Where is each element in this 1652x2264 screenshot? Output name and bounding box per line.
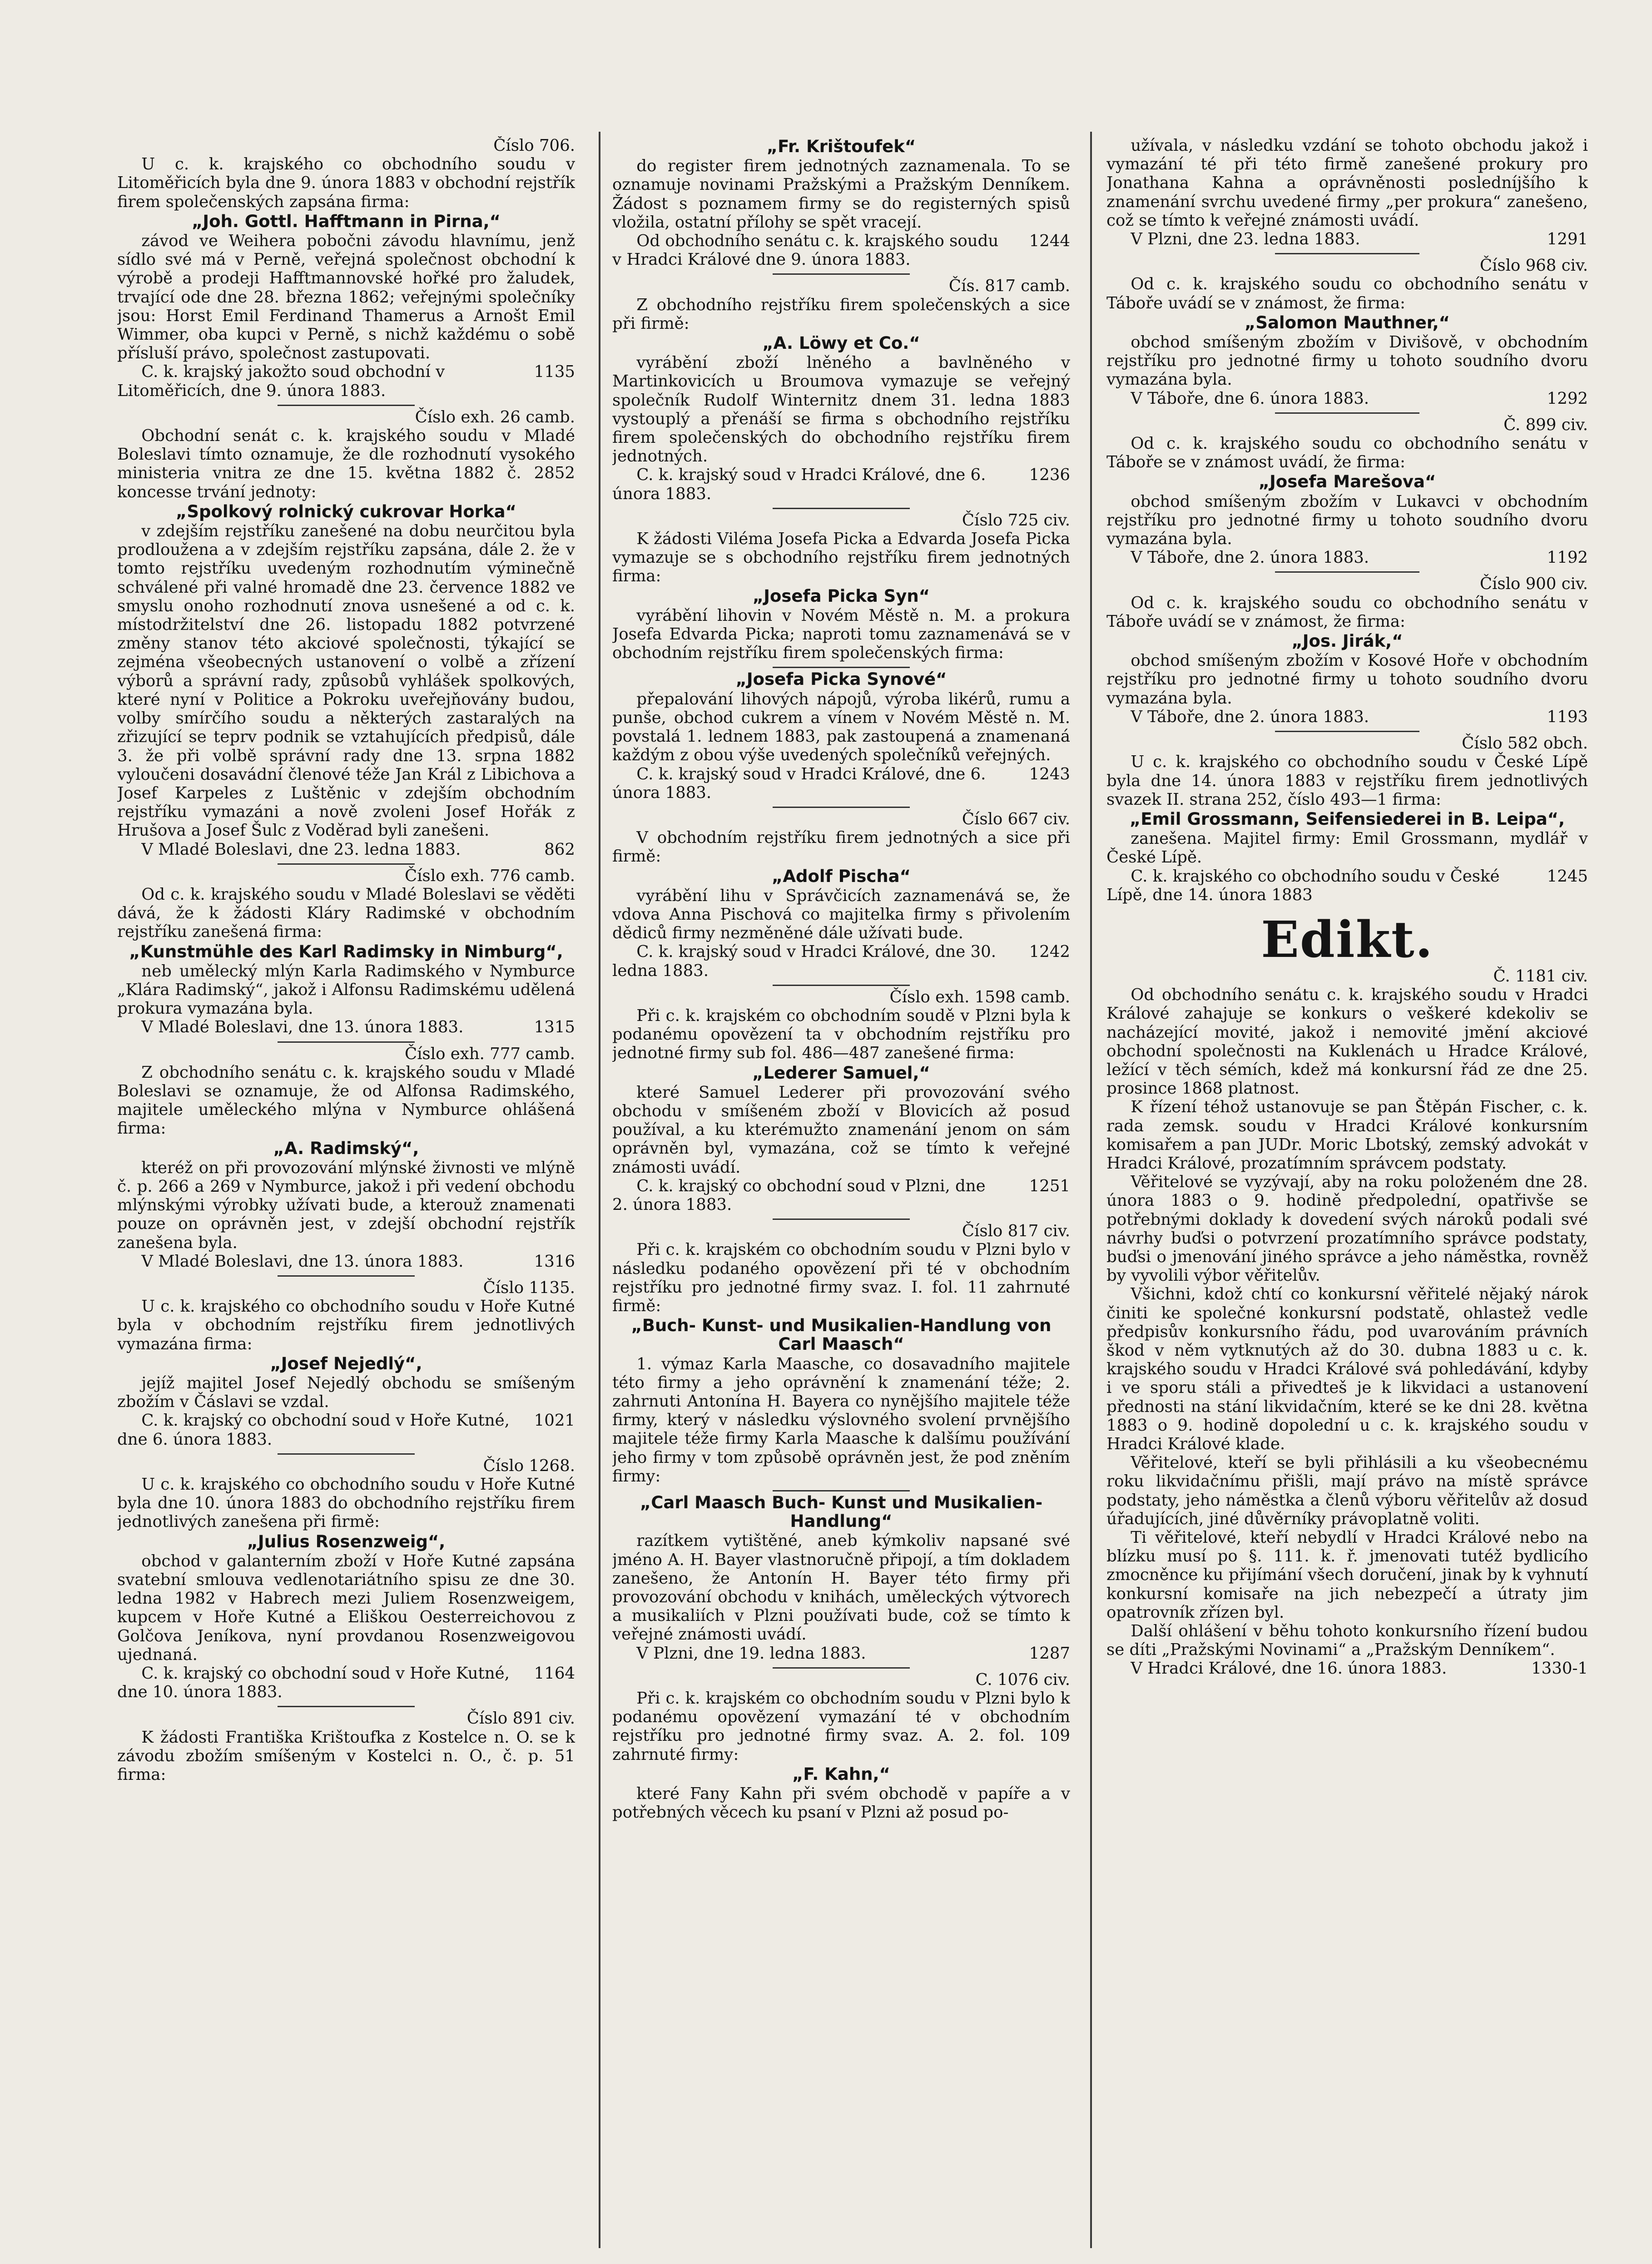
notice-body: neb umělecký mlýn Karla Radimského v Nymburce „Klára Radimský“, jakož i Alfonsu Radimskému udělená prokura vymazána byla.: [117, 961, 575, 1018]
notice-body: přepalování lihových nápojů, výroba likérů, rumu a punše, obchod cukrem a vínem v Novém Městě n. M. povstalá 1. lednem 1883, pak zastoupená a znamenaná každým z obou výše uvedených společníků veřejných.: [612, 689, 1070, 765]
notice-body: vyrábění zboží lněného a bavlněného v Martinkovicích u Broumova vymazuje se veřejný společník Rudolf Winternitz dnem 31. ledna 1883 vystouplý a přenáší se firma s obchodního rejstříku firem společenských do obchodního rejstříku firem jednotných.: [612, 353, 1070, 466]
notice-place: V Mladé Boleslavi, dne 23. ledna 1883.: [141, 840, 461, 859]
notice-place: V Táboře, dne 2. února 1883.: [1131, 707, 1369, 726]
notice-number: Číslo exh. 26 camb.: [415, 407, 575, 426]
notice-id: 1245: [1547, 867, 1588, 886]
notice-separator: [278, 405, 415, 406]
notice-place: C. k. krajský co obchodní soud v Hoře Kutné, dne 6. února 1883.: [117, 1411, 510, 1449]
notice: [1106, 136, 1588, 254]
notice-id: 1292: [1547, 389, 1588, 408]
notice-place: C. k. krajský soud v Hradci Králové, dne 6. února 1883.: [612, 466, 986, 503]
notice: [1106, 575, 1588, 732]
notice-separator: [773, 1219, 910, 1220]
column-rule: [599, 132, 600, 2248]
notice-separator: [278, 1041, 415, 1043]
edikt-id: 1330-1: [1531, 1659, 1588, 1678]
edikt-signature: [1106, 1659, 1588, 1678]
notice-signature: [1106, 548, 1588, 567]
notice-id: 862: [544, 840, 575, 859]
notice-place: V Táboře, dne 2. února 1883.: [1131, 548, 1369, 567]
notice-separator: [773, 1667, 910, 1669]
notice-separator: [773, 985, 910, 986]
notice-separator: [773, 273, 910, 275]
firm-name: „Salomon Mauthner,“: [1244, 312, 1450, 332]
notice-separator: [278, 1453, 415, 1455]
notice: [612, 277, 1070, 509]
notice: [612, 1670, 1070, 1822]
notice-signature: [1106, 230, 1588, 248]
notice-separator: [773, 1490, 910, 1491]
column-rule: [1090, 132, 1092, 2248]
firm-name: „Josef Nejedlý“,: [270, 1353, 422, 1373]
notice-body: obchod smíšeným zbožím v Divišově, v obchodním rejstříku pro jednotné firmy u tohoto soudního dvoru vymazána byla.: [1106, 333, 1588, 389]
notice-intro: Obchodní senát c. k. krajského soudu v Mladé Boleslavi tímto oznamuje, že dle rozhodnutí vysokého ministeria vnitra ze dne 15. května 1882 č. 2852 koncesse trvání jednoty:: [117, 426, 575, 501]
notice-signature: [117, 1252, 575, 1271]
notice-place: C. k. krajský soud v Hradci Králové, dne 6. února 1883.: [612, 764, 986, 802]
notice-id: 1244: [1029, 232, 1070, 251]
firm-name: „A. Löwy et Co.“: [762, 333, 920, 353]
notice: [612, 137, 1070, 275]
notice-signature: [612, 765, 1070, 802]
notice-separator: [773, 807, 910, 808]
notice-signature: [612, 942, 1070, 980]
notice-id: 1315: [534, 1018, 575, 1037]
firm-name: „Adolf Pischa“: [772, 866, 911, 886]
notice-place: C. k. krajský co obchodní soud v Plzni, dne 2. února 1883.: [612, 1176, 986, 1214]
notice-id: 1236: [1029, 466, 1070, 485]
notice-number: Číslo exh. 1598 camb.: [889, 987, 1070, 1006]
firm-name: „Josefa Picka Synové“: [735, 669, 947, 689]
notice: [612, 670, 1070, 808]
notice-number: Číslo 891 civ.: [466, 1709, 575, 1728]
firm-name: „Spolkový rolnický cukrovar Horka“: [176, 501, 516, 521]
notice: [117, 1709, 575, 1784]
notice-intro: Od c. k. krajského soudu co obchodního senátu v Táboře se v známost uvádí, že firma:: [1106, 434, 1588, 472]
notice-signature: [117, 1664, 575, 1701]
notice: [612, 511, 1070, 669]
notice: [1106, 256, 1588, 414]
notice-intro: Při c. k. krajském co obchodním soudu v Plzni bylo v následku podaného opovězení při té v obchodním rejstříku pro jednotné firmy svaz. I. fol. 11 zahrnuté firmě:: [612, 1240, 1070, 1315]
notice-place: V Táboře, dne 6. února 1883.: [1131, 389, 1369, 408]
notice-number: Čís. 817 camb.: [948, 277, 1070, 296]
notice-id: 1287: [1029, 1644, 1070, 1663]
notice-id: 1193: [1547, 707, 1588, 726]
notice-intro: Od c. k. krajského soudu co obchodního senátu v Táboře uvádí se v známost, že firma:: [1106, 275, 1588, 312]
notice: [117, 1278, 575, 1455]
notice-signature: [612, 1177, 1070, 1214]
notice-intro: U c. k. krajského co obchodního soudu v České Lípě byla dne 14. února 1883 v rejstříku firem jednotlivých svazek II. strana 252, číslo 493—1 firma:: [1106, 753, 1588, 809]
edikt-paragraph: Další ohlášení v běhu tohoto konkursního řízení budou se díti „Pražskými Novinami“ a „Pražským Denníkem“.: [1106, 1622, 1588, 1660]
notice-number: Číslo exh. 777 camb.: [405, 1044, 575, 1063]
notice-body: vyrábění lihu v Správčicích zaznamenává se, že vdova Anna Pischová co majitelka firmy s přivolením dědiců firmy nezměněné dále užívati bude.: [612, 886, 1070, 943]
notice-intro: Z obchodního rejstříku firem společenských a sice při firmě:: [612, 295, 1070, 333]
notice-body: v zdejším rejstříku zanešené na dobu neurčitou byla prodloužena a v zdejším rejstříku zapsána, dále 2. že v tomto rejstříku uvedeným rozhodnutím výminečně schválené při valné hromadě dne 23. července 1882 ve smyslu onoho rozhodnutí znova usnešené a od c. k. místodržitelství dne 26. listopadu 1882 potvrzené změny stanov této akciové společnosti, týkající se zejména všeobecných ustanovení o volbě a zřízení výborů a správní rady, způsobů vyhlášek spolkových, které nyní v Politice a Pokroku uveřejňovány budou, volby smírčího soudu a některých zastaralých na zřizující se teprv podnik se vztahujících předpisů, dále 3. že při volbě správní rady dne 13. srpna 1882 vyloučeni dosavádní členové téže Jan Král z Libichova a Josef Karpeles z Luštěnic v zdejším obchodním rejstříku vymazáni a nově zvoleni Josef Hořák z Hrušova a Josef Šulc z Voděrad byli zanešeni.: [117, 522, 575, 840]
notice-place: Od obchodního senátu c. k. krajského soudu v Hradci Králové dne 9. února 1883.: [612, 232, 999, 269]
notice-place: V Plzni, dne 19. ledna 1883.: [636, 1644, 866, 1663]
notice-body: vyrábění lihovin v Novém Městě n. M. a prokura Josefa Edvarda Picka; naproti tomu zaznamenává se v obchodním rejstříku firem společenských firma:: [612, 606, 1070, 663]
notice-signature: [1106, 389, 1588, 408]
notice-intro: Od c. k. krajského soudu v Mladé Boleslavi se věděti dává, že k žádosti Kláry Radimské v obchodním rejstříku zanešená firma:: [117, 885, 575, 941]
notice-body: obchod smíšeným zbožím v Lukavci v obchodním rejstříku pro jednotné firmy u tohoto soudního dvoru vymazána byla.: [1106, 492, 1588, 549]
notice-separator: [1275, 412, 1419, 414]
edikt-title: Edikt.: [1261, 910, 1434, 969]
notice-intro: K žádosti Viléma Josefa Picka a Edvarda Josefa Picka vymazuje se s obchodního rejstříku firem jednotných firma:: [612, 530, 1070, 586]
edikt-paragraph: Od obchodního senátu c. k. krajského soudu v Hradci Králové zahajuje se konkurs o veškeré kdekoliv se nacházející movité, jakož i nemovité jmění akciové obchodní společnosti na Kuklenách u Hradce Králové, ležící v těch sémích, kdež má konkursní řád ze dne 25. prosince 1868 platnost.: [1106, 986, 1588, 1098]
notice-body: které Fany Kahn při svém obchodě v papíře a v potřebných věcech ku psaní v Plzni až posud po-: [612, 1784, 1070, 1822]
notice-intro: U c. k. krajského co obchodního soudu v Hoře Kutné byla dne 10. února 1883 do obchodního rejstříku firem jednotlivých zanešena při firmě:: [117, 1475, 575, 1531]
notice-number: Č. 899 civ.: [1503, 415, 1588, 434]
notice-separator: [278, 1706, 415, 1707]
notice-id: 1243: [1029, 764, 1070, 783]
firm-name: „A. Radimský“,: [273, 1138, 419, 1158]
notice-intro: U c. k. krajského co obchodního soudu v Litoměřicích byla dne 9. února 1883 v obchodní rejstřík firem společenských zapsána firma:: [117, 155, 575, 211]
notice: [612, 1493, 1070, 1669]
notice-signature: [612, 466, 1070, 503]
notice-number: Číslo 1135.: [483, 1278, 575, 1297]
notice-body: 1. výmaz Karla Maasche, co dosavadního majitele této firmy a jeho oprávnění k znamenání téže; 2. zahrnuti Antonína H. Bayera co nynějšího majitele téže firmy, který v následku výslovného svolení prvnějšího majitele téže firmy Karla Maasche k dalšímu používání jeho firmy v tom způsobě oprávněn jest, že pod zněním firmy:: [612, 1354, 1070, 1486]
notice-number: Číslo 582 obch.: [1462, 734, 1588, 753]
firm-name: „Fr. Krištoufek“: [766, 137, 916, 156]
edikt-body: [1106, 986, 1588, 1659]
notice-place: C. k. krajského co obchodního soudu v České Lípě, dne 14. února 1883: [1106, 867, 1500, 904]
notice-body: jejíž majitel Josef Nejedlý obchodu se smíšeným zbožím v Čáslavi se vzdal.: [117, 1374, 575, 1412]
notice-signature: [117, 1018, 575, 1036]
firm-name: „Lederer Samuel,“: [752, 1063, 930, 1083]
column-1: [117, 136, 575, 2244]
notice: [612, 810, 1070, 986]
notice-body: razítkem vytištěné, aneb kýmkoliv napsané své jméno A. H. Bayer vlastnoručně připojí, a tím dokladem zanešeno, že Antonín H. Bayer této firmy při provozování obchodu v knihách, uměleckých výtvorech a musikaliích v Plzni používati bude, což se tímto k veřejné známosti uvádí.: [612, 1531, 1070, 1644]
notice-intro: U c. k. krajského co obchodního soudu v Hoře Kutné byla v obchodním rejstříku firem jednotlivých vymazána firma:: [117, 1297, 575, 1353]
notice-body: užívala, v následku vzdání se tohoto obchodu jakož i vymazání té při této firmě zanešené prokury pro Jonathana Kahna a oprávněnosti posledníjšího k znamenání svrchu uvedené firmy „per prokura“ zanešeno, což se tímto k veřejné známosti uvádí.: [1106, 136, 1588, 230]
edikt-paragraph: Všichni, kdož chtí co konkursní věřitelé nějaký nárok činiti ke společné konkursní podstatě, ohlastež vedle předpisův konkursního řádu, pod uvarováním právních škod v něm vytknutých až do 30. dubna 1883 u c. k. krajského soudu v Hradci Králové svá pohledávání, kdyby i ve sporu stáli a přivedteš je k likvidaci a ustanovení přednosti na stání likvidačním, které se ke dni 28. května 1883 o 9. hodině dopolední u c. k. krajského soudu v Hradci Králové klade.: [1106, 1285, 1588, 1453]
firm-name: „Joh. Gottl. Hafftmann in Pirna,“: [192, 211, 501, 231]
notice-intro: Z obchodního senátu c. k. krajského soudu v Mladé Boleslavi se oznamuje, že od Alfonsa Radimského, majitele uměleckého mlýna v Nymburce ohlášená firma:: [117, 1063, 575, 1138]
notice-number: Číslo 1268.: [483, 1456, 575, 1475]
firm-name: „Emil Grossmann, Seifensiederei in B. Leipa“,: [1129, 809, 1565, 829]
notice-body: zanešena. Majitel firmy: Emil Grossmann, mydlář v České Lípě.: [1106, 829, 1588, 867]
notice-place: V Mladé Boleslavi, dne 13. února 1883.: [141, 1252, 464, 1271]
notice: [1106, 416, 1588, 573]
notice-signature: [1106, 708, 1588, 726]
notice-id: 1291: [1547, 230, 1588, 249]
notice-signature: [117, 1411, 575, 1448]
notice-id: 1251: [1029, 1176, 1070, 1195]
firm-name: „Julius Rosenzweig“,: [247, 1531, 446, 1551]
notice-number: C. 1076 civ.: [975, 1670, 1070, 1689]
notice-id: 1242: [1029, 942, 1070, 961]
firm-name: „F. Kahn,“: [792, 1764, 890, 1784]
edikt-number: Č. 1181 civ.: [1493, 966, 1588, 986]
notice-intro: Při c. k. krajském co obchodním soudě v Plzni byla k podanému opovězení ta v obchodním rejstříku pro jednotné firmy sub fol. 486—487 zanešené firma:: [612, 1006, 1070, 1063]
firm-name: „Buch- Kunst- und Musikalien-Handlung von Carl Maasch“: [631, 1316, 1052, 1354]
notice: [117, 136, 575, 406]
notice-intro: K žádosti Františka Krištoufka z Kostelce n. O. se k závodu zbožím smíšeným v Kostelci n. O., č. p. 51 firma:: [117, 1728, 575, 1784]
notice-number: Číslo 900 civ.: [1479, 575, 1588, 594]
edikt-paragraph: Ti věřitelové, kteří nebydlí v Hradci Králové nebo na blízku musí po §. 111. k. ř. jmenovati tutéž bydlicího zmocněnce ku přijímání všech doručení, jinak by k vyhnutí konkursní komisaře na jich nebezpečí a útraty jim opatrovník zřízen byl.: [1106, 1528, 1588, 1622]
notice: [612, 1222, 1070, 1491]
notice-place: C. k. krajský jakožto soud obchodní v Litoměřicích, dne 9. února 1883.: [117, 362, 445, 400]
notice-body: obchod v galanterním zboží v Hoře Kutné zapsána svatební smlouva vedlenotariátního spisu ze dne 30. ledna 1982 v Habrech mezi Juliem Rosenzweigem, kupcem v Hoře Kutné a Eliškou Oesterreichovou z Golčova Jeníkova, nyní provdanou Rosenzweigovou ujednaná.: [117, 1551, 575, 1664]
notice-separator: [1275, 253, 1419, 254]
firm-name: „Josefa Marešova“: [1258, 472, 1436, 492]
notice-signature: [612, 1644, 1070, 1663]
edikt-paragraph: Věřitelové, kteří se byli přihlásili a ku všeobecnému roku likvidačnímu přišli, mají právo na místě správce podstaty, jeho náměstka a členů výboru věřitelův až dosud úřadujících, jiné důvěrníky právoplatně voliti.: [1106, 1453, 1588, 1528]
firm-name: „Jos. Jirák,“: [1291, 631, 1403, 651]
edikt-paragraph: K řízení téhož ustanovuje se pan Štěpán Fischer, c. k. rada zemsk. soudu v Hradci Králové konkursním komisařem a pan JUDr. Moric Lbotský, zemský advokát v Hradci Králové, prozatímním správcem podstaty.: [1106, 1098, 1588, 1173]
edikt-paragraph: Věřitelové se vyzývají, aby na roku položeném dne 28. února 1883 o 9. hodině předpolední, opatřivše se potřebnými doklady k dovedení svých nároků podali své návrhy buďsi o potvrzení prozatímního správce podstaty, buďsi o jmenování jiného správce a jeho náměstka, rovněž by vyvolili výbor věřitelův.: [1106, 1173, 1588, 1285]
notice-id: 1192: [1547, 548, 1588, 567]
notice-separator: [773, 667, 910, 668]
notice-id: 1021: [534, 1411, 575, 1430]
notice-id: 1164: [534, 1664, 575, 1683]
column-3-notices: [1106, 136, 1588, 904]
notice-id: 1135: [534, 362, 575, 381]
notice-intro: Při c. k. krajském co obchodním soudu v Plzni bylo k podanému opovězení vymazání té v obchodním rejstříku pro jednotné firmy svaz. A. 2. fol. 109 zahrnuté firmy:: [612, 1689, 1070, 1764]
notice-signature: [1106, 867, 1588, 904]
notice-body: do register firem jednotných zaznamenala. To se oznamuje novinami Pražskými a Pražským Denníkem. Žádost s poznamem firmy se do registerných spisů vložila, ostatní přílohy se spět vracejí.: [612, 157, 1070, 232]
firm-name: „Kunstmühle des Karl Radimsky in Nimburg“,: [129, 941, 563, 961]
notice-number: Číslo 706.: [493, 136, 575, 155]
notice-body: které Samuel Lederer při provozování svého obchodu v smíšeném zboží v Blovicích až posud používal, a ku kterémužto znamenání jenom on sám oprávněn byl, vymazána, což se tímto k veřejné známosti uvádí.: [612, 1083, 1070, 1177]
notice-signature: [117, 362, 575, 400]
notice-number: Číslo 667 civ.: [962, 809, 1070, 828]
notice-number: Číslo 817 civ.: [962, 1222, 1070, 1241]
notice: [117, 867, 575, 1043]
notice-body: kteréž on při provozování mlýnské živnosti ve mlýně č. p. 266 a 269 v Nymburce, jakož i při vedení obchodu mlýnskými výrobky užívati bude, a kterouž znamenati pouze on oprávněn jest, v zdejší obchodní rejstřík zanešena byla.: [117, 1158, 575, 1252]
notice-intro: Od c. k. krajského soudu co obchodního senátu v Táboře uvádí se v známost, že firma:: [1106, 593, 1588, 631]
column-2: [612, 136, 1070, 2244]
notice-body: obchod smíšeným zbožím v Kosové Hoře v obchodním rejstříku pro jednotné firmy u tohoto soudního dvoru vymazána byla.: [1106, 651, 1588, 708]
firm-name: „Carl Maasch Buch- Kunst und Musikalien-Handlung“: [640, 1493, 1043, 1531]
notice-number: Číslo 725 civ.: [962, 510, 1070, 530]
notice: [1106, 734, 1588, 904]
firm-name: „Josefa Picka Syn“: [752, 586, 930, 606]
notice-signature: [612, 232, 1070, 269]
edikt-place: V Hradci Králové, dne 16. února 1883.: [1131, 1659, 1447, 1678]
notice-separator: [1275, 731, 1419, 732]
notice-place: C. k. krajský soud v Hradci Králové, dne 30. ledna 1883.: [612, 942, 997, 980]
notice-signature: [117, 840, 575, 859]
notice-number: Číslo 968 civ.: [1479, 256, 1588, 275]
notice: [117, 408, 575, 865]
notice-body: závod ve Weihera pobočni závodu hlavnímu, jenž sídlo své má v Perně, veřejná společnost obchodní k výrobě a prodeji Hafftmannovské hořké pro žaludek, trvající ode dne 28. března 1862; veřejnými společníky jsou: Horst Emil Ferdinand Thamerus a Arnošt Emil Wimmer, oba kupci v Perně, s nichž každému o sobě přísluší právo, společnost zastupovati.: [117, 232, 575, 363]
notice-separator: [278, 863, 415, 865]
notice-separator: [773, 508, 910, 509]
column-3: [1106, 136, 1588, 2244]
notice: [117, 1045, 575, 1277]
notice-intro: V obchodním rejstříku firem jednotných a sice při firmě:: [612, 828, 1070, 866]
notice-number: Číslo exh. 776 camb.: [405, 866, 575, 885]
notice-place: V Mladé Boleslavi, dne 13. února 1883.: [141, 1018, 464, 1037]
notice-id: 1316: [534, 1252, 575, 1271]
notice-separator: [278, 1275, 415, 1277]
notice: [117, 1456, 575, 1708]
notice-place: V Plzni, dne 23. ledna 1883.: [1131, 230, 1360, 249]
notice: [612, 988, 1070, 1220]
notice-separator: [1275, 571, 1419, 573]
notice-place: C. k. krajský co obchodní soud v Hoře Kutné, dne 10. února 1883.: [117, 1664, 510, 1702]
